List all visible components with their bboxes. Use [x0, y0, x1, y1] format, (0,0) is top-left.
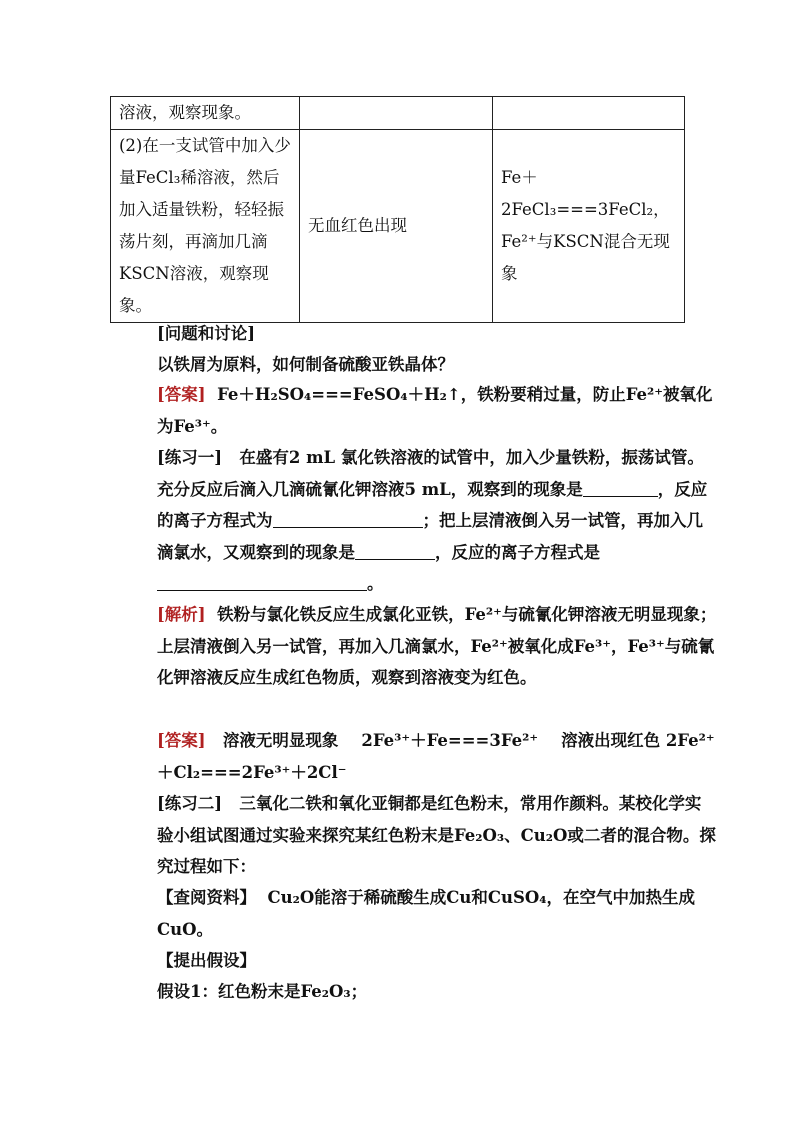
answer-item: 溶液无明显现象	[222, 731, 339, 750]
exercise1-analysis	[120, 599, 717, 694]
exercise2-question	[120, 788, 717, 883]
exercise2-text: 三氧化二铁和氧化亚铜都是红色粉末，常用作颜料。某校化学实验小组试图通过实验来探究某红色粉末是Fe₂O₃、Cu₂O或二者的混合物。探究过程如下：	[157, 794, 716, 876]
table-cell	[300, 97, 493, 130]
answer-text: Fe＋H₂SO₄===FeSO₄＋H₂↑，铁粉要稍过量，防止Fe²⁺被氧化为Fe³⁺。	[157, 385, 713, 436]
answer-blank	[355, 542, 435, 560]
exercise1-question	[120, 442, 717, 600]
reference-tag: 【查阅资料】	[157, 888, 256, 907]
table-cell-procedure: (2)在一支试管中加入少量FeCl₃稀溶液，然后加入适量铁粉，轻轻振荡片刻，再滴加几滴KSCN溶液，观察现象。	[111, 130, 300, 323]
answer-blank	[583, 479, 658, 497]
exercise1-text: ，反应的离子方程式为	[157, 479, 708, 530]
discussion-heading: [问题和讨论]	[157, 324, 256, 343]
analysis-tag: [解析]	[157, 605, 206, 624]
table-cell: 溶液，观察现象。	[111, 97, 300, 130]
table-cell-conclusion: Fe＋2FeCl₃===3FeCl₂，Fe²⁺与KSCN混合无现象	[493, 130, 685, 323]
exercise1-text: 。	[367, 574, 384, 593]
answer-blank	[157, 574, 367, 592]
answer-item: 溶液出现红色	[561, 731, 661, 750]
exercise1-tag: [练习一]	[157, 448, 223, 467]
exercise1-text: 在盛有2 mL 氯化铁溶液的试管中，加入少量铁粉，振荡试管。充分反应后滴入几滴硫氰化钾溶液5 mL，观察到的现象是	[157, 448, 704, 499]
answer-blank	[273, 511, 423, 529]
answer-item: 2Fe³⁺＋Fe===3Fe²⁺	[361, 731, 539, 750]
discussion-answer	[120, 379, 717, 442]
exercise1-answer	[120, 725, 717, 788]
reference-text: Cu₂O能溶于稀硫酸生成Cu和CuSO₄，在空气中加热生成CuO。	[157, 888, 696, 939]
exercise2-tag: [练习二]	[157, 794, 223, 813]
exercise1-text: ，反应的离子方程式是	[435, 542, 600, 562]
experiment-table	[110, 96, 685, 323]
exercise1-text: ；把上层清液倒入另一试管，再加入几滴氯水，又观察到的现象是	[157, 511, 703, 562]
reference-info	[120, 882, 717, 945]
table-row	[111, 97, 685, 130]
answer-item: 2Fe²⁺＋Cl₂===2Fe³⁺＋2Cl⁻	[157, 731, 715, 782]
table-cell-phenomenon: 无血红色出现	[300, 130, 493, 323]
answer-tag: [答案]	[157, 731, 206, 750]
table-cell	[493, 97, 685, 130]
hypothesis-heading: 【提出假设】	[157, 951, 256, 970]
answer-tag: [答案]	[157, 385, 206, 404]
analysis-text: 铁粉与氯化铁反应生成氯化亚铁，Fe²⁺与硫氰化钾溶液无明显现象；上层清液倒入另一试管，再加入几滴氯水，Fe²⁺被氧化成Fe³⁺，Fe³⁺与硫氰化钾溶液反应生成红色物质，观察到溶液变为红色。	[157, 605, 717, 687]
table-row	[111, 130, 685, 323]
hypothesis-1: 假设1：红色粉末是Fe₂O₃；	[157, 982, 368, 1001]
discussion-question: 以铁屑为原料，如何制备硫酸亚铁晶体？	[157, 355, 454, 374]
